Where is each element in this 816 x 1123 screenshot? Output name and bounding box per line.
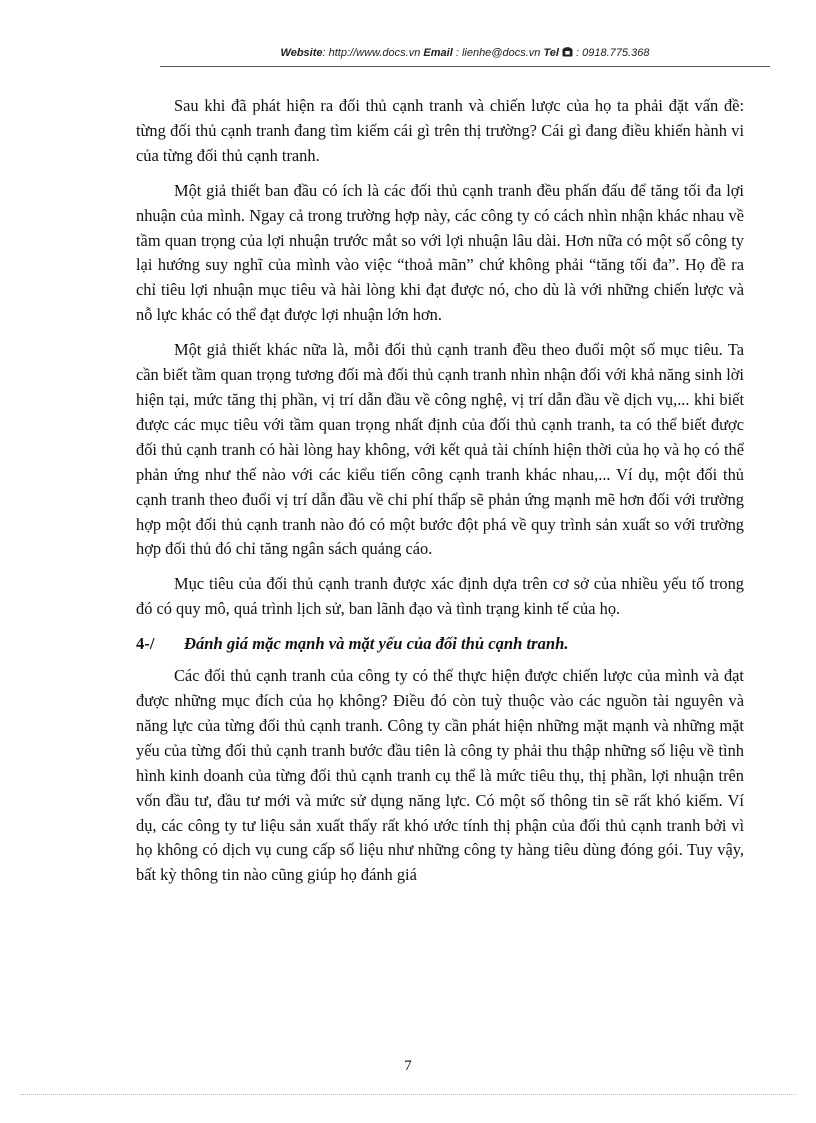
phone-icon <box>562 47 576 59</box>
paragraph: Một giả thiết khác nữa là, mỗi đối thủ cạnh tranh đều theo đuổi một số mục tiêu. Ta cần biết tầm quan trọng tương đối mà đối thủ cạnh tranh nhìn nhận đối với khả năng sinh lời hiện tại, mức tăng thị phần, vị trí dẫn đầu về công nghệ, vị trí dẫn đầu về dịch vụ,... khi biết được các mục tiêu với tầm quan trọng nhất định của đối thủ cạnh tranh, ta có thể biết được đối thủ cạnh tranh có hài lòng hay không, với kết quả tài chính hiện thời của họ và họ có thể phản ứng như thế nào với các kiểu tiến công cạnh tranh khác nhau,... Ví dụ, một đối thủ cạnh tranh theo đuổi vị trí dẫn đầu về chi phí thấp sẽ phản ứng mạnh mẽ hơn đối với trường hợp một đối thủ cạnh tranh nào đó có một bước đột phá về quy trình sản xuất so với trường hợp đối thủ đó chỉ tăng ngân sách quảng cáo. <box>136 340 744 559</box>
website-value: : http://www.docs.vn <box>322 47 421 59</box>
paragraph: Các đối thủ cạnh tranh của công ty có thể thực hiện được chiến lược của mình và đạt được những mục đích của họ không? Điều đó còn tuỳ thuộc vào các nguồn tài nguyên và năng lực của từng đối thủ cạnh tranh. Công ty cần phát hiện những mặt mạnh và những mặt yếu của từng đối thủ cạnh tranh bước đầu tiên là công ty phải thu thập những số liệu về tình hình kinh doanh của từng đối thủ cạnh tranh cụ thể là mức tiêu thụ, thị phần, lợi nhuận trên vốn đầu tư, đầu tư mới và mức sử dụng năng lực. Có một số thông tin sẽ rất khó kiếm. Ví dụ, các công ty tư liệu sản xuất thấy rất khó ước tính thị phận của đối thủ cạnh tranh bởi vì họ không có dịch vụ cung cấp số liệu như những công ty hàng tiêu dùng đóng gói. Tuy vậy, bất kỳ thông tin nào cũng giúp họ đánh giá <box>136 666 744 885</box>
paragraph: Sau khi đã phát hiện ra đối thủ cạnh tranh và chiến lược của họ ta phải đặt vấn đề: từng đối thủ cạnh tranh đang tìm kiếm cái gì trên thị trường? Cái gì đang điều khiển hành vi của từng đối thủ cạnh tranh. <box>136 96 744 165</box>
website-label: Website <box>280 47 323 59</box>
tel-label: Tel <box>543 47 559 59</box>
paragraph: Một giả thiết ban đầu có ích là các đối thủ cạnh tranh đều phấn đấu để tăng tối đa lợi nhuận của mình. Ngay cả trong trường hợp này, các công ty có cách nhìn nhận khác nhau về tầm quan trọng của lợi nhuận trước mắt so với lợi nhuận lâu dài. Hơn nữa có một số công ty lại hướng suy nghĩ của mình vào việc “thoả mãn” chứ không phải “tăng tối đa”. Họ đề ra chỉ tiêu lợi nhuận mục tiêu và hài lòng khi đạt được nó, cho dù là với những chiến lược và nỗ lực khác có thể đạt được lợi nhuận lớn hơn. <box>136 180 744 325</box>
page-number: 7 <box>404 1058 412 1074</box>
email-value: : lienhe@docs.vn <box>455 47 541 59</box>
section-heading <box>136 632 744 656</box>
paragraph: Mục tiêu của đối thủ cạnh tranh được xác định dựa trên cơ sở của nhiều yếu tố trong đó có quy mô, quá trình lịch sử, ban lãnh đạo và tình trạng kinh tế của họ. <box>136 574 744 619</box>
header-divider <box>160 66 770 67</box>
section-title: Đánh giá mặc mạnh và mặt yếu của đối thủ cạnh tranh. <box>184 634 569 654</box>
footer-divider <box>20 1094 796 1095</box>
tel-value: : 0918.775.368 <box>576 47 650 59</box>
email-label: Email <box>423 47 453 59</box>
section-number: 4-/ <box>136 634 155 654</box>
page-header <box>160 47 770 59</box>
document-body <box>136 94 744 898</box>
